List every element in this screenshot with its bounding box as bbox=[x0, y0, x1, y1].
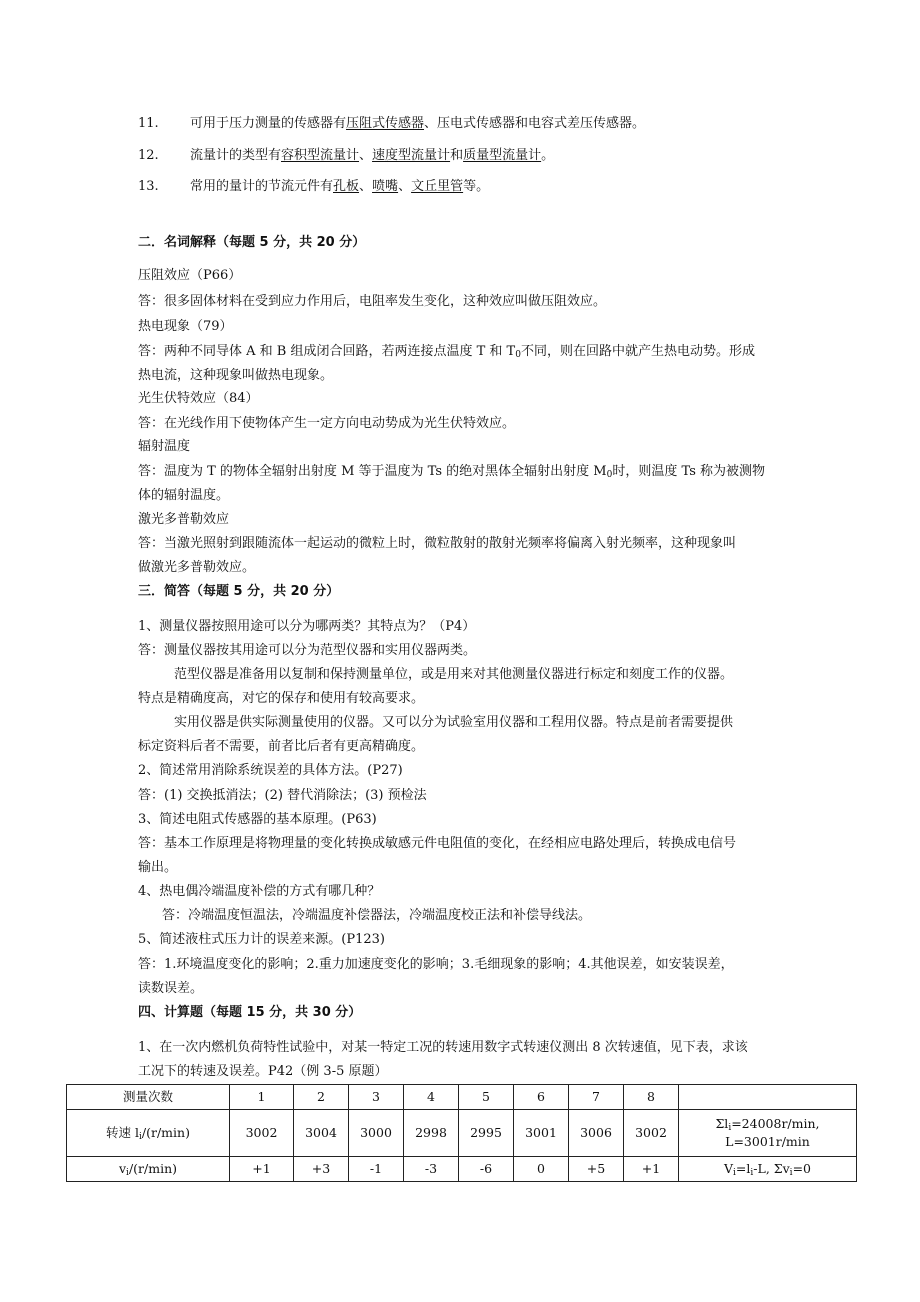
term-title: 热电现象（79） bbox=[138, 319, 233, 334]
item-text bbox=[190, 148, 554, 163]
term-answer-cont: 热电流，这种现象叫做热电现象。 bbox=[138, 368, 334, 383]
answer-fragment: 喷嘴 bbox=[372, 179, 399, 194]
row-label: 测量次数 bbox=[67, 1085, 230, 1110]
index-cell: 6 bbox=[514, 1085, 569, 1110]
term-answer-cont: 体的辐射温度。 bbox=[138, 488, 230, 503]
answer-paragraph: 实用仪器是供实际测量使用的仪器。又可以分为试验室用仪器和工程用仪器。特点是前者需要提供 bbox=[174, 715, 734, 730]
question: 4、热电偶冷端温度补偿的方式有哪几种？ bbox=[138, 884, 381, 899]
item-text bbox=[190, 116, 645, 131]
item-number: 12. bbox=[138, 148, 159, 163]
fill-item-12 bbox=[138, 146, 554, 166]
text-fragment: 、压电式传感器和电容式差压传感器。 bbox=[424, 116, 646, 131]
term-answer: 答：两种不同导体 A 和 B 组成闭合回路，若两连接点温度 T 和 $T_0$不同，则在回路中就产生热电动势。形成 bbox=[138, 344, 755, 360]
section-heading-short-answer: 三．简答（每题 5 分，共 20 分） bbox=[138, 584, 340, 599]
answer-paragraph-cont: 特点是精确度高，对它的保存和使用有较高要求。 bbox=[138, 691, 425, 706]
answer: 答：1.环境温度变化的影响；2.重力加速度变化的影响；3.毛细现象的影响；4.其他误差，如安装误差， bbox=[138, 957, 734, 972]
answer-paragraph: 范型仪器是准备用以复制和保持测量单位，或是用来对其他测量仪器进行标定和刻度工作的仪器。 bbox=[174, 667, 734, 682]
text-fragment: 流量计的类型有 bbox=[190, 148, 282, 163]
residual-cell: -6 bbox=[459, 1157, 514, 1182]
sum-note-cell: $\Sigma l_i=24008r/\min$, L=3001r/min bbox=[679, 1110, 857, 1157]
text-fragment: 等。 bbox=[463, 179, 490, 194]
text-fragment: 和 bbox=[450, 148, 464, 163]
answer-fragment: 压阻式传感器 bbox=[346, 116, 425, 131]
text-fragment: 。 bbox=[541, 148, 555, 163]
index-cell: 5 bbox=[459, 1085, 514, 1110]
index-cell: 8 bbox=[624, 1085, 679, 1110]
answer-paragraph-cont: 标定资料后者不需要，前者比后者有更高精确度。 bbox=[138, 739, 425, 754]
text-fragment: 可用于压力测量的传感器有 bbox=[190, 116, 347, 131]
answer: 答：(1) 交换抵消法；(2) 替代消除法；(3) 预检法 bbox=[138, 788, 427, 803]
answer-fragment: 孔板 bbox=[333, 179, 360, 194]
residual-cell: -1 bbox=[349, 1157, 404, 1182]
term-answer: 答：温度为 T 的物体全辐射出射度 M 等于温度为 Ts 的绝对黑体全辐射出射度 $M_0$时，则温度 Ts 称为被测物 bbox=[138, 464, 766, 480]
index-cell: 1 bbox=[230, 1085, 294, 1110]
index-cell: 7 bbox=[569, 1085, 624, 1110]
question: 3、简述电阻式传感器的基本原理。(P63) bbox=[138, 812, 377, 827]
text-fragment: 、 bbox=[398, 179, 412, 194]
fill-item-11 bbox=[138, 114, 645, 134]
answer-cont: 输出。 bbox=[138, 860, 178, 875]
item-number: 13. bbox=[138, 179, 159, 194]
answer: 答：基本工作原理是将物理量的变化转换成敏感元件电阻值的变化，在经相应电路处理后，转换成电信号 bbox=[138, 836, 737, 851]
speed-cell: 2995 bbox=[459, 1110, 514, 1157]
term-answer: 答：当激光照射到跟随流体一起运动的微粒上时，微粒散射的散射光频率将偏离入射光频率，这种现象叫 bbox=[138, 536, 737, 551]
fill-item-13 bbox=[138, 177, 489, 197]
speed-cell: 3002 bbox=[230, 1110, 294, 1157]
speed-cell: 3006 bbox=[569, 1110, 624, 1157]
row-label: 转速 $l_i/(r/\min)$ bbox=[67, 1110, 230, 1157]
speed-cell: 3001 bbox=[514, 1110, 569, 1157]
empty-cell bbox=[679, 1085, 857, 1110]
answer-fragment: 容积型流量计 bbox=[281, 148, 360, 163]
term-title: 激光多普勒效应 bbox=[138, 512, 230, 527]
term-answer-cont: 做激光多普勒效应。 bbox=[138, 560, 256, 575]
question: 5、简述液柱式压力计的误差来源。(P123) bbox=[138, 932, 385, 947]
term-title: 压阻效应（P66） bbox=[138, 268, 242, 283]
answer-fragment: 质量型流量计 bbox=[463, 148, 542, 163]
item-text bbox=[190, 179, 489, 194]
question: 2、简述常用消除系统误差的具体方法。(P27) bbox=[138, 763, 403, 778]
section-heading-terms: 二．名词解释（每题 5 分，共 20 分） bbox=[138, 235, 366, 250]
answer-fragment: 速度型流量计 bbox=[372, 148, 451, 163]
answer-cont: 读数误差。 bbox=[138, 981, 204, 996]
speed-cell: 2998 bbox=[404, 1110, 459, 1157]
answer-fragment: 文丘里管 bbox=[411, 179, 464, 194]
question: 1、在一次内燃机负荷特性试验中，对某一特定工况的转速用数字式转速仪测出 8 次转速值，见下表，求该 bbox=[138, 1040, 748, 1055]
table-row-index bbox=[67, 1085, 857, 1110]
term-answer: 答：很多固体材料在受到应力作用后，电阻率发生变化，这种效应叫做压阻效应。 bbox=[138, 294, 607, 309]
residual-cell: 0 bbox=[514, 1157, 569, 1182]
item-number: 11. bbox=[138, 116, 159, 131]
residual-cell: +1 bbox=[624, 1157, 679, 1182]
speed-cell: 3004 bbox=[294, 1110, 349, 1157]
index-cell: 2 bbox=[294, 1085, 349, 1110]
text-fragment: 、 bbox=[359, 179, 373, 194]
residual-cell: -3 bbox=[404, 1157, 459, 1182]
index-cell: 3 bbox=[349, 1085, 404, 1110]
residual-note-cell: $V_i=l_i-L$, $\Sigma v_i=0$ bbox=[679, 1157, 857, 1182]
speed-cell: 3000 bbox=[349, 1110, 404, 1157]
answer: 答：冷端温度恒温法，冷端温度补偿器法，冷端温度校正法和补偿导线法。 bbox=[162, 908, 592, 923]
term-title: 辐射温度 bbox=[138, 439, 191, 454]
table-row-residual bbox=[67, 1157, 857, 1182]
row-label: $v_i/(r/\min)$ bbox=[67, 1157, 230, 1182]
speed-cell: 3002 bbox=[624, 1110, 679, 1157]
table-row-speed bbox=[67, 1110, 857, 1157]
residual-cell: +3 bbox=[294, 1157, 349, 1182]
term-title: 光生伏特效应（84） bbox=[138, 391, 259, 406]
residual-cell: +1 bbox=[230, 1157, 294, 1182]
answer: 答：测量仪器按其用途可以分为范型仪器和实用仪器两类。 bbox=[138, 643, 477, 658]
index-cell: 4 bbox=[404, 1085, 459, 1110]
question: 1、测量仪器按照用途可以分为哪两类？其特点为？（P4） bbox=[138, 619, 476, 634]
term-answer: 答：在光线作用下使物体产生一定方向电动势成为光生伏特效应。 bbox=[138, 416, 516, 431]
residual-cell: +5 bbox=[569, 1157, 624, 1182]
question-cont: 工况下的转速及误差。P42（例 3-5 原题） bbox=[138, 1064, 388, 1079]
text-fragment: 、 bbox=[359, 148, 373, 163]
text-fragment: 常用的量计的节流元件有 bbox=[190, 179, 334, 194]
section-heading-calculation: 四、计算题（每题 15 分，共 30 分） bbox=[138, 1005, 362, 1020]
speed-measurement-table bbox=[66, 1084, 857, 1182]
